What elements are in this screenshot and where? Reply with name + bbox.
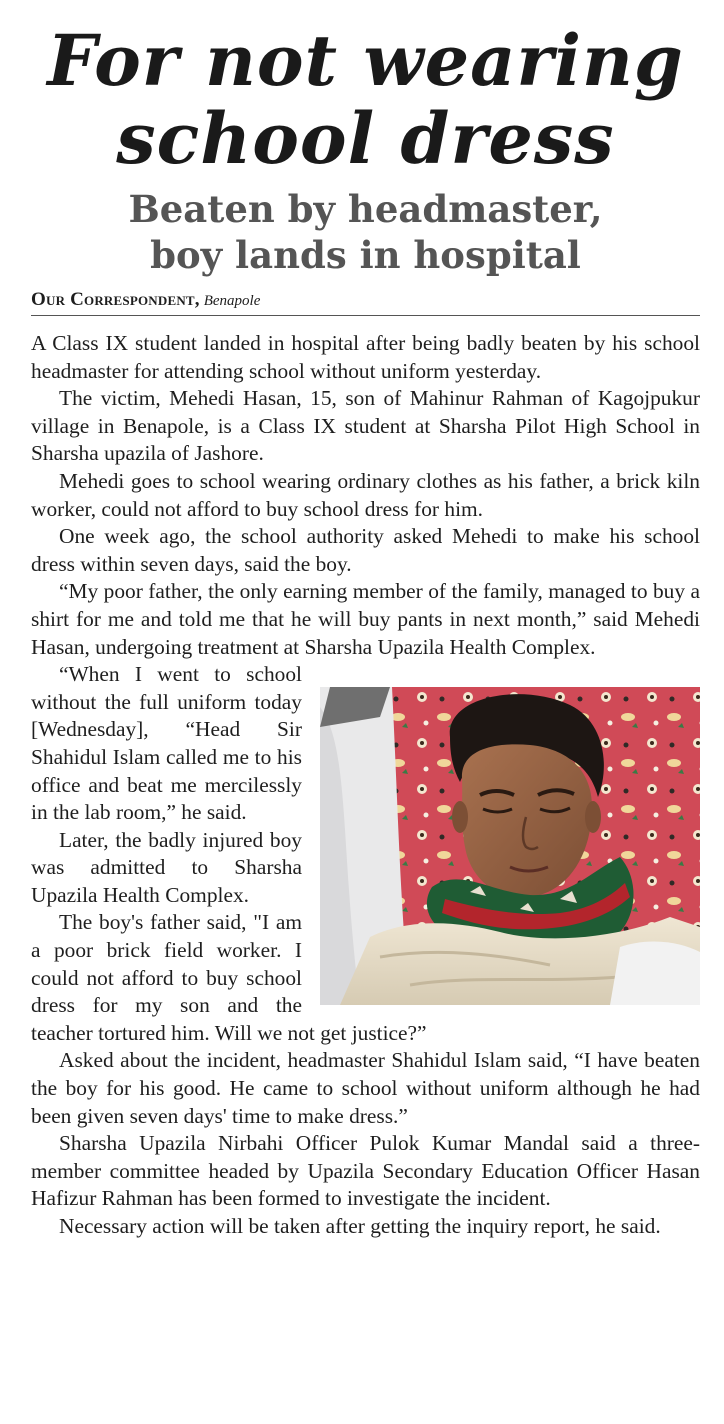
byline-location: Benapole (203, 293, 261, 309)
paragraph-7: Later, the badly injured boy was admitted to Sharsha Upazila Health Complex. (31, 827, 302, 907)
article-photo (320, 687, 700, 1005)
paragraph-2: The victim, Mehedi Hasan, 15, son of Mahinur Rahman of Kagojpukur village in Benapole, is a Class IX student at Sharsha Pilot High School in Sharsha upazila of Jashore. (31, 386, 700, 466)
paragraph-1: A Class IX student landed in hospital after being badly beaten by his school headmaster for attending school without uniform yesterday. (31, 331, 700, 383)
paragraph-5: “My poor father, the only earning member of the family, managed to buy a shirt for me and told me that he will buy pants in next month,” said Mehedi Hasan, undergoing treatment at Sharsha Upazila Health Complex. (31, 579, 700, 659)
paragraph-3: Mehedi goes to school wearing ordinary clothes as his father, a brick kiln worker, could not afford to buy school dress for him. (31, 468, 700, 521)
paragraph-9: Asked about the incident, headmaster Shahidul Islam said, “I have beaten the boy for his good. He came to school without uniform although he had been given seven days' time to make dress.” (31, 1048, 700, 1128)
byline (31, 290, 700, 316)
subheadline (31, 186, 700, 278)
paragraph-6: “When I went to school without the full uniform today [Wednesday], “Head Sir Shahidul Islam called me to his office and beat me mercilessly in the lab room,” he said. (31, 662, 302, 825)
hospital-boy-photo (320, 687, 700, 1005)
byline-author: Our Correspondent, (31, 289, 200, 310)
headline-line-2: school dress (116, 97, 615, 180)
subheadline-line-1: Beaten by headmaster, (128, 187, 603, 231)
paragraph-10: Sharsha Upazila Nirbahi Officer Pulok Kumar Mandal said a three-member committee headed by Upazila Secondary Education Officer Hasan Hafizur Rahman has been formed to investigate the incident. (31, 1131, 700, 1211)
paragraph-4: One week ago, the school authority asked Mehedi to make his school dress within seven days, said the boy. (31, 524, 700, 576)
article-body (31, 330, 700, 1241)
headline (31, 19, 700, 180)
paragraph-8: The boy's father said, "I am a poor brick field worker. I could not afford to buy school dress for my son and the teacher tortured him. Will we not get justice?” (31, 910, 427, 1045)
subheadline-line-2: boy lands in hospital (150, 233, 581, 277)
headline-line-1: For not wearing (47, 19, 684, 102)
paragraph-11: Necessary action will be taken after getting the inquiry report, he said. (59, 1214, 661, 1238)
